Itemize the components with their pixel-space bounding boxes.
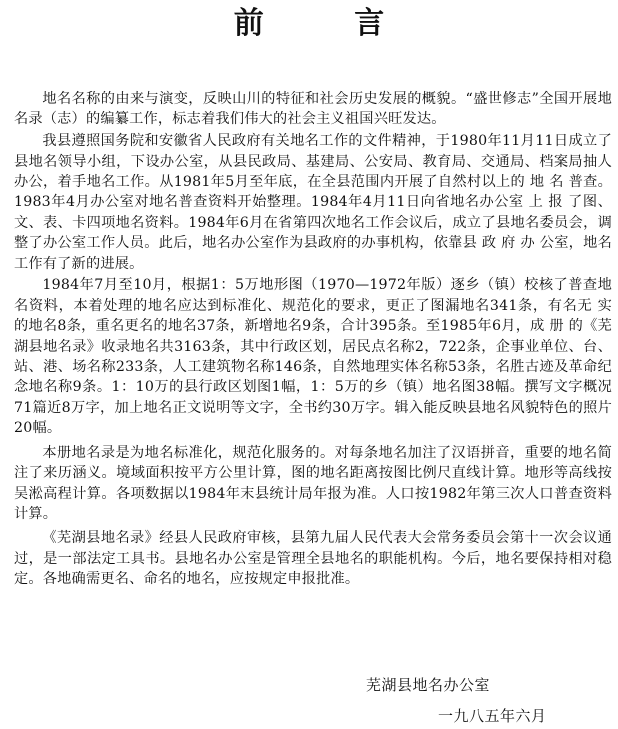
paragraph-4: 本册地名录是为地名标准化，规范化服务的。对每条地名加注了汉语拼音，重要的地名简注了来历涵义。境域面积按平方公里计算，图的地名距离按图比例尺直线计算。地形等高线按吴淞高程计算。各项数据以1984年末县统计局年报为准。人口按1982年第三次人口普查资料计算。 xyxy=(14,444,612,522)
page-title: 前 言 xyxy=(233,6,425,41)
paragraph-5: 《芜湖县地名录》经县人民政府审核，县第九届人民代表大会常务委员会第十一次会议通过，是一部法定工具书。县地名办公室是管理全县地名的职能机构。今后，地名要保持相对稳定。各地确需更名、命名的地名，应按规定申报批准。 xyxy=(14,530,612,588)
paragraph-2: 我县遵照国务院和安徽省人民政府有关地名工作的文件精神，于1980年11月11日成立了县地名领导小组，下设办公室，从县民政局、基建局、公安局、教育局、交通局、档案局抽人办公，着手地名工作。从1981年5月至年底，在全县范围内开展了自然村以上的 地 名 普查。1983年4月办公室对地名普查资料开始整理。1984年4月11日向省地名办公室 上 报 了图、文、表、卡四项地名资料。1984年6月在省第四次地名工作会议后，成立了县地名委员会，调整了办公室工作人员。此后，地名办公室作为县政府的办事机构，依靠县 政 府 办 公室，地名工作有了新的进展。 xyxy=(14,133,612,272)
body-text xyxy=(14,89,612,591)
signature-office: 芜湖县地名办公室 xyxy=(366,676,491,694)
signature-date: 一九八五年六月 xyxy=(438,707,547,725)
paragraph-1: 地名名称的由来与演变，反映山川的特征和社会历史发展的概貌。“盛世修志”全国开展地名录（志）的编纂工作，标志着我们伟大的社会主义祖国兴旺发达。 xyxy=(14,91,612,128)
paragraph-3: 1984年7月至10月，根据1：5万地形图（1970—1972年版）逐乡（镇）校核了普查地名资料，本着处理的地名应达到标准化、规范化的要求，更正了图漏地名341条，有名无 实 的地名8条，重名更名的地名37条，新增地名9条，合计395条。至1985年6月，成 册 的《芜湖县地名录》收录地名共3163条，其中行政区划，居民点名称2，722条，企事业单位、台、站、港、场名称233条，人工建筑物名称146条，自然地理实体名称53条，名胜古迹及革命纪念地名称9条。1：10万的县行政区划图1幅，1：5万的乡（镇）地名图38幅。撰写文字概况71篇近8万字，加上地名正文说明等文字，全书约30万字。辑入能反映县地名风貌特色的照片20幅。 xyxy=(14,277,612,437)
